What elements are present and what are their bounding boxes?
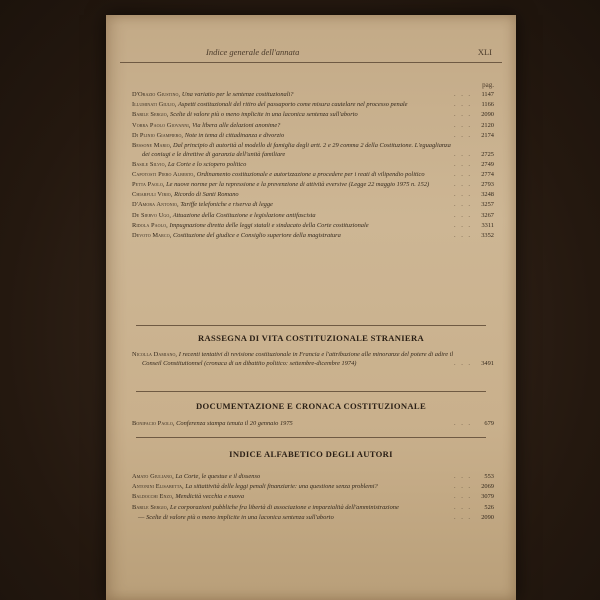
running-header [106, 47, 516, 59]
section-divider [136, 325, 486, 326]
index-entry [132, 514, 494, 523]
entry-author: Bonifacio Paolo, [132, 420, 175, 427]
entry-title: Ordinamento costituzionale e autorizzazione a procedere per i reati di vilipendio politico [196, 170, 425, 178]
entry-title: Attuazione della Costituzione e legislazione antifascista [172, 211, 316, 219]
dot-leader: . . . [454, 170, 472, 178]
dot-leader: . . . [454, 111, 472, 119]
entry-title: Scelte di valore più o meno implicite in una laconica sentenza sull'aborto [170, 111, 358, 119]
entry-author: Petta Paolo, [132, 181, 165, 189]
section-divider [136, 391, 486, 392]
entries-indice-list [132, 473, 494, 524]
entry-page-number: 3491 [481, 359, 494, 367]
entry-title: Una variatio per le sentenze costituzionali? [181, 91, 294, 98]
index-entry [132, 191, 494, 200]
dot-leader: . . . [454, 121, 472, 129]
entry-title: Dal principio di autorità al modello di famiglia degli artt. 2 e 29 comma 2 della Costituzione. L'eguaglianza dei coniugi e le direttive di garanzia dell'unità familiare [142, 141, 451, 158]
pag-label: pag. [482, 81, 494, 89]
entry-text [132, 232, 454, 241]
entry-title: Via libera alle delazioni anonime? [192, 121, 281, 129]
entry-page-number: 2749 [481, 160, 494, 168]
entry-text [132, 420, 454, 429]
index-entry [132, 171, 494, 180]
entry-text [132, 91, 454, 100]
index-entry [132, 122, 494, 131]
entry-page-number: 2090 [481, 111, 494, 119]
index-entry [132, 222, 494, 231]
index-entry [132, 420, 494, 429]
index-entry [132, 111, 494, 120]
entry-page-number: 2174 [481, 131, 494, 139]
entry-page-number: 3352 [481, 232, 494, 240]
dot-leader: . . . [454, 211, 472, 219]
entry-title: Impugnazione diretta delle leggi statali e sindacato della Corte costituzionale [169, 221, 369, 229]
entry-title: Tariffe telefoniche e riserva di legge [180, 201, 273, 209]
index-entry [132, 91, 494, 100]
entry-title: I recenti tentativi di revisione costituzionale in Francia e l'attribuzione alle minoranze del potere di adire il Conseil Constitutionnel (cronaca di un dibattito politico: settembre-dicembre 1974) [142, 351, 454, 367]
index-entry [132, 212, 494, 221]
entry-page-number: 2774 [481, 170, 494, 178]
index-entry [132, 232, 494, 241]
entry-text [132, 493, 454, 502]
entry-page-number: 2725 [481, 150, 494, 158]
entry-text [132, 122, 454, 131]
dot-leader: . . . [454, 150, 472, 158]
entry-author: Bessone Mario, [132, 141, 172, 149]
entry-author: Barile Sergio, [132, 111, 169, 119]
entry-page-number: 2069 [481, 483, 494, 491]
section-heading-rassegna: RASSEGNA DI VITA COSTITUZIONALE STRANIERA [198, 333, 424, 343]
dot-leader: . . . [454, 232, 472, 240]
entry-text [132, 222, 454, 231]
entry-author: Antonini Elisabetta, [132, 483, 184, 491]
entries-documentazione-list [132, 420, 494, 430]
entry-text [132, 142, 454, 159]
section-divider [136, 437, 486, 438]
entries-rassegna-list [132, 351, 494, 370]
index-entry [132, 351, 494, 368]
dot-leader: . . . [454, 181, 472, 189]
entry-title: Le nuove norme per la repressione e la prevenzione di attività eversive (Legge 22 maggio 1975 n. 152) [166, 181, 430, 189]
entries-top-list [132, 81, 494, 242]
entry-author: Devoto Marco, [132, 232, 172, 240]
index-entry [132, 132, 494, 141]
entry-title: Le corporazioni pubbliche fra libertà di associazione e imparzialità dell'amministrazione [170, 503, 399, 511]
entry-title: Aspetti costituzionali del ritiro del passaporto come misura cautelare nel processo penale [178, 101, 408, 109]
section-heading-documentazione: DOCUMENTAZIONE E CRONACA COSTITUZIONALE [196, 401, 426, 411]
entry-page-number: 2793 [481, 181, 494, 189]
entry-text [132, 161, 454, 170]
entry-text [132, 171, 454, 180]
header-rule [120, 62, 502, 63]
dot-leader: . . . [454, 191, 472, 199]
entry-author: Capotosti Piero Alberto, [132, 170, 196, 178]
dot-leader: . . . [454, 503, 472, 511]
book-page [106, 15, 516, 600]
entry-title: Costituzione del giudice e Consiglio superiore della magistratura [173, 232, 341, 240]
index-entry [132, 101, 494, 110]
entry-text [132, 483, 454, 492]
entry-page-number: 3311 [481, 221, 494, 229]
dot-leader: . . . [454, 493, 472, 501]
entry-text [132, 504, 454, 513]
entry-text [132, 212, 454, 221]
entry-author: Di Plinio Giampiero, [132, 131, 184, 139]
entry-title: Note in tema di cittadinanza e divorzio [184, 131, 285, 139]
entry-page-number: 3257 [481, 201, 494, 209]
dot-leader: . . . [454, 160, 472, 168]
entry-title: Scelte di valore più o meno implicite in una laconica sentenza sull'aborto [146, 513, 334, 521]
entry-page-number: 553 [484, 473, 494, 480]
entry-author: Barile Sergio, [132, 503, 169, 511]
index-entry [132, 142, 494, 159]
entry-text [132, 101, 454, 110]
dot-leader: . . . [454, 483, 472, 491]
dot-leader: . . . [454, 91, 472, 98]
entry-page-number: 679 [484, 420, 494, 427]
entry-text [132, 132, 454, 141]
entry-text [132, 473, 454, 482]
entry-title: La Corte, le questue e il dissenso [175, 473, 261, 480]
dot-leader: . . . [454, 221, 472, 229]
dot-leader: . . . [454, 473, 472, 480]
entry-page-number: 3079 [481, 493, 494, 501]
index-entry [132, 161, 494, 170]
dot-leader: . . . [454, 359, 472, 367]
entry-text [132, 514, 454, 523]
dot-leader: . . . [454, 131, 472, 139]
entry-author: Amato Giuliano, [132, 473, 174, 480]
dot-leader: . . . [454, 420, 472, 427]
entry-title: La sittattività delle leggi penali finanziarie: una questione senza problemi? [185, 483, 378, 491]
index-entry [132, 483, 494, 492]
entry-author: Vorra Paolo Giovanni, [132, 121, 191, 129]
entry-page-number: 526 [484, 503, 494, 511]
running-header-page-number: XLI [477, 47, 492, 57]
entry-author: Nicolla Damiano, [132, 351, 178, 358]
index-entry [132, 181, 494, 190]
entry-page-number: 3267 [481, 211, 494, 219]
entry-title: La Corte e lo sciopero politico [167, 160, 247, 168]
entry-text [132, 201, 454, 210]
entry-text [132, 191, 454, 200]
entry-author: Basile Silvio, [132, 160, 167, 168]
entry-author: De Siervo Ugo, [132, 211, 172, 219]
entry-text [132, 351, 454, 368]
entry-text [132, 111, 454, 120]
entry-author: — [138, 513, 145, 521]
index-entry [132, 473, 494, 482]
entry-page-number: 3248 [481, 191, 494, 199]
entry-title: Conferenza stampa tenuta il 20 gennaio 1975 [176, 420, 293, 427]
entry-title: Ricordo di Santi Romano [174, 191, 239, 199]
running-header-title: Indice generale dell'annata [206, 47, 300, 57]
dot-leader: . . . [454, 101, 472, 109]
dot-leader: . . . [454, 513, 472, 521]
entry-author: Baldocchi Enzo, [132, 493, 174, 501]
entry-page-number: 1147 [481, 91, 494, 98]
entry-page-number: 2090 [481, 513, 494, 521]
index-entry [132, 504, 494, 513]
entry-author: D'Amora Antonio, [132, 201, 179, 209]
index-entry [132, 201, 494, 210]
entry-author: Ridola Paolo, [132, 221, 168, 229]
entry-title: Mendicità vecchia e nuova [175, 493, 245, 501]
entry-author: Illuminati Giulio, [132, 101, 177, 109]
dot-leader: . . . [454, 201, 472, 209]
entry-author: D'Orazio Giustino, [132, 91, 181, 98]
index-entry [132, 493, 494, 502]
section-heading-indice: INDICE ALFABETICO DEGLI AUTORI [229, 449, 393, 459]
entry-text [132, 181, 454, 190]
entry-page-number: 1166 [481, 101, 494, 109]
entry-author: Chiarfuli Virio, [132, 191, 173, 199]
entry-page-number: 2120 [481, 121, 494, 129]
